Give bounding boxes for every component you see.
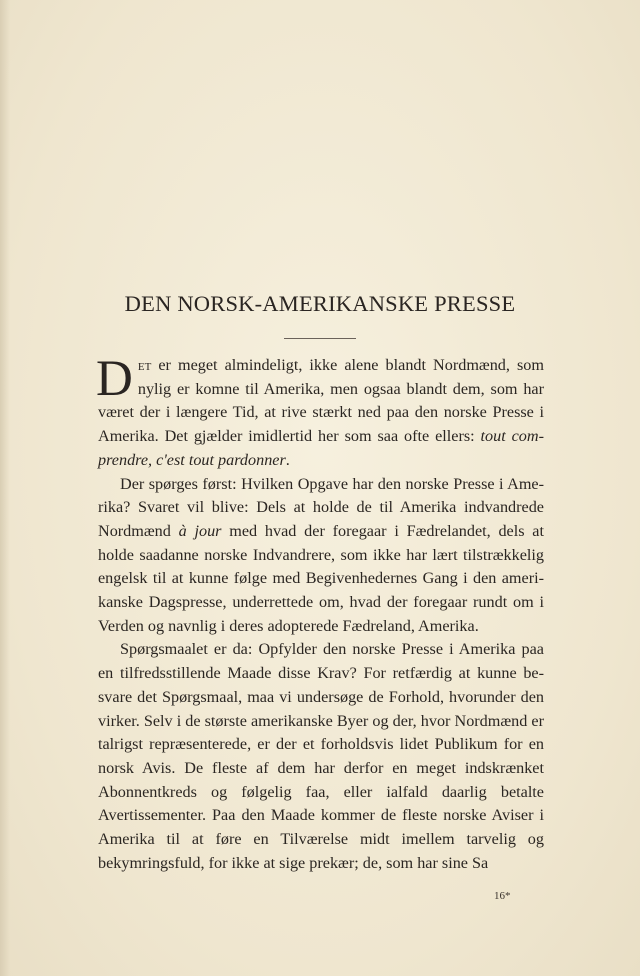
- page-spine-shadow: [0, 0, 10, 976]
- paragraph-3-text: Spørgsmaalet er da: Opfylder den norske Presse i Amerika paa en tilfredsstillende Maade disse Krav? For retfærdig at kunne besvare det Spørgsmaal, maa vi undersøge de Forhold, hvorunder den virker. Selv i de største amerikanske Byer og der, hvor Nordmænd er talrigst repræsenterede, er der et forholdsvis lidet Publikum for en norsk Avis. De fleste af dem har derfor en meget indskrænket Abonnentkreds og følgelig faa, eller ialfald daarlig betalte Avertissementer. Paa den Maade kommer de fleste norske Aviser i Amerika til at føre en Tilværelse midt imellem tarvelig og bekymringsfuld, for ikke at sige prekær; de, som har sine Sa: [98, 640, 544, 872]
- paragraph-2-italic: à jour: [178, 521, 222, 540]
- signature-mark: 16*: [494, 890, 511, 902]
- paragraph-2-text-1: Der spørges først: Hvilken Opgave har den norske Presse i Amerika? Svaret vil blive: Dels at holde de til Amerika indvandrede Nordmænd: [98, 474, 544, 540]
- paragraph-2-text-2: med hvad der foregaar i Fædrelandet, dels at holde saadanne norske Indvandrere, som ikke har lært tilstrækkelig engelsk til at kunne følge med Begivenhedernes Gang i den amerikanske Dagspresse, underrettede om, hvad der foregaar rundt om i Verden og navnlig i deres adopterede Fædreland, Amerika.: [98, 521, 544, 635]
- paragraph-1-italic: tout comprendre, c'est tout pardonner: [98, 427, 544, 469]
- paragraph-2: [98, 473, 544, 639]
- drop-cap-continuation: et: [137, 356, 152, 374]
- body-text: [96, 351, 544, 875]
- chapter-title: DEN NORSK-AMERIKANSKE PRESSE: [124, 291, 516, 316]
- title-rule: [284, 338, 356, 339]
- paragraph-3: [98, 638, 544, 875]
- drop-cap: D: [96, 351, 133, 407]
- paragraph-1: [96, 351, 544, 473]
- paragraph-1-end: .: [285, 450, 290, 469]
- paragraph-1-text: er meget almindeligt, ikke alene blandt Nordmænd, som nylig er komne til Amerika, men ogsaa blandt dem, som har været der i længere Tid, at rive stærkt ned paa den norske Presse i Amerika. Det gjælder imidlertid her som saa ofte ellers:: [98, 356, 544, 446]
